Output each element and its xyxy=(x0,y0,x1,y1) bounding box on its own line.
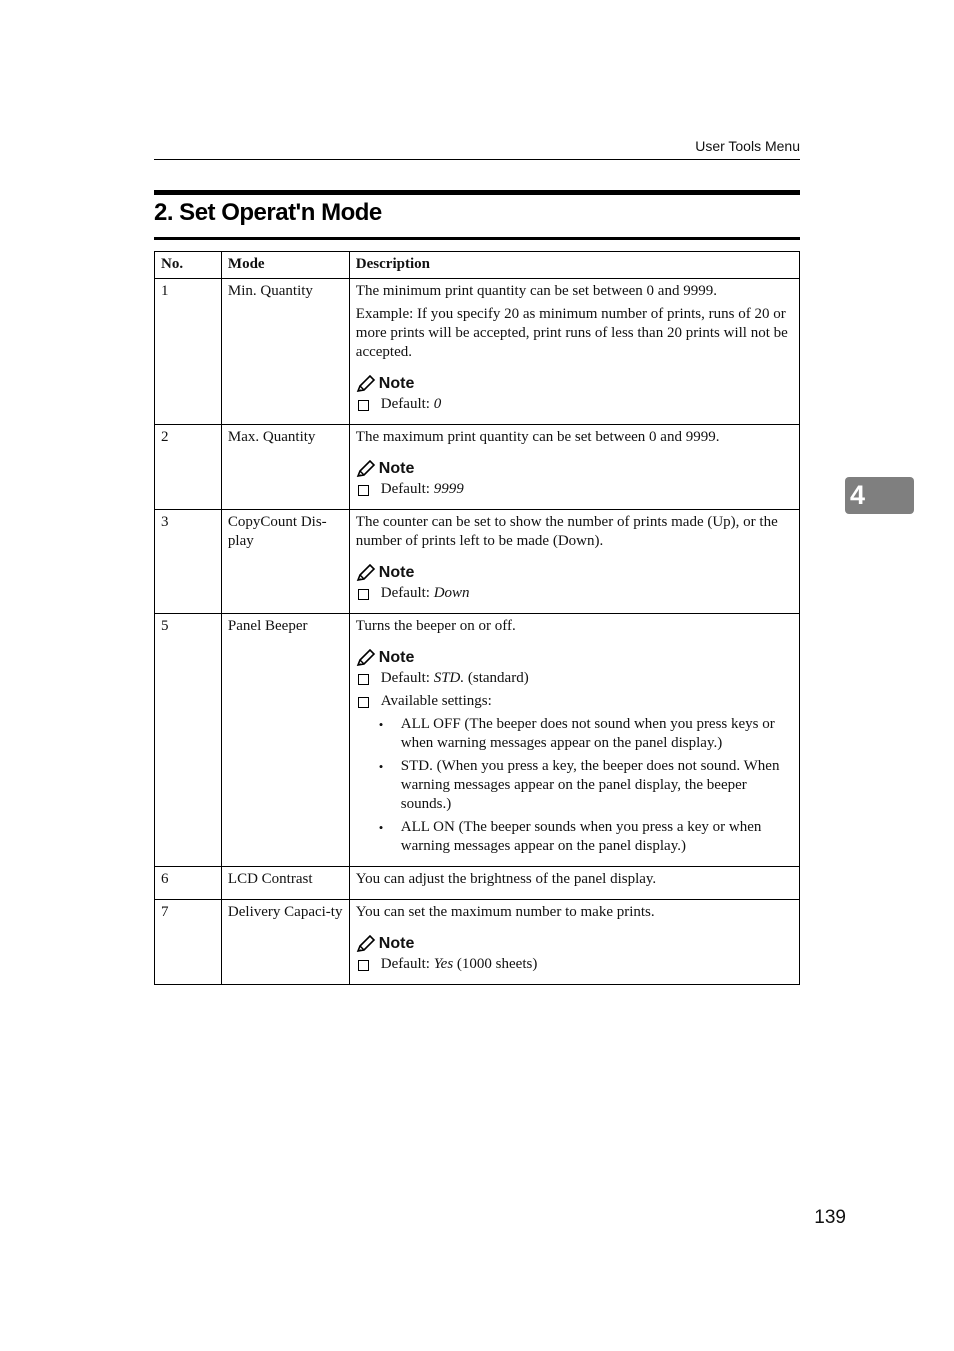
description-text: The minimum print quantity can be set between 0 and 9999. xyxy=(355,283,717,299)
default-label: Default: xyxy=(380,396,430,412)
pencil-note-icon xyxy=(356,375,376,393)
column-header-no: No. xyxy=(155,252,222,279)
row-number: 7 xyxy=(155,900,222,985)
row-description xyxy=(349,614,799,867)
description-text: Example: If you specify 20 as minimum number of prints, runs of 20 or more prints will be accepted, print runs of less than 20 prints will not be accepted. xyxy=(355,306,788,360)
title-top-rule xyxy=(154,190,800,195)
bullet-icon: • xyxy=(378,717,384,732)
table-row xyxy=(155,279,800,425)
row-mode: Panel Beeper xyxy=(221,614,349,867)
note-heading xyxy=(356,648,793,667)
checkbox-square-icon xyxy=(358,697,369,708)
default-suffix: (standard) xyxy=(467,670,529,686)
note-item xyxy=(356,584,793,603)
row-description xyxy=(349,867,799,900)
note-label: Note xyxy=(378,460,415,477)
description-text: The counter can be set to show the number of prints made (Up), or the number of prints left to be made (Down). xyxy=(355,514,778,549)
table-header-row xyxy=(155,252,800,279)
row-description xyxy=(349,510,799,614)
note-item xyxy=(356,669,793,688)
note-heading xyxy=(356,374,793,393)
bullet-item xyxy=(379,715,793,753)
default-suffix: (1000 sheets) xyxy=(456,956,538,972)
bullet-text: ALL OFF (The beeper does not sound when you press keys or when warning messages appear on the panel display.) xyxy=(400,716,775,751)
table-row xyxy=(155,900,800,985)
description-text: You can adjust the brightness of the panel display. xyxy=(355,871,657,887)
default-value: Yes xyxy=(433,956,454,972)
checkbox-square-icon xyxy=(358,674,369,685)
row-number: 3 xyxy=(155,510,222,614)
bullet-item xyxy=(379,818,793,856)
note-item xyxy=(356,480,793,499)
note-label: Note xyxy=(378,564,415,581)
pencil-note-icon xyxy=(356,649,376,667)
note-item xyxy=(356,692,793,711)
chapter-tab: 4 xyxy=(845,477,914,514)
note-label: Note xyxy=(378,649,415,666)
table-row xyxy=(155,867,800,900)
default-label: Default: xyxy=(380,956,430,972)
available-settings-label: Available settings: xyxy=(380,693,492,709)
row-number: 2 xyxy=(155,425,222,510)
modes-table xyxy=(154,251,800,985)
row-mode: Max. Quantity xyxy=(221,425,349,510)
checkbox-square-icon xyxy=(358,400,369,411)
row-number: 5 xyxy=(155,614,222,867)
row-description xyxy=(349,425,799,510)
pencil-note-icon xyxy=(356,564,376,582)
note-item xyxy=(356,395,793,414)
row-mode: Delivery Capaci-ty xyxy=(221,900,349,985)
default-value: STD. xyxy=(433,670,465,686)
table-row xyxy=(155,510,800,614)
column-header-mode: Mode xyxy=(221,252,349,279)
header-rule xyxy=(154,159,800,160)
bullet-icon: • xyxy=(378,820,384,835)
note-heading xyxy=(356,459,793,478)
description-text: You can set the maximum number to make prints. xyxy=(355,904,655,920)
default-label: Default: xyxy=(380,670,430,686)
running-header: User Tools Menu xyxy=(695,138,800,154)
checkbox-square-icon xyxy=(358,589,369,600)
default-value: Down xyxy=(433,585,470,601)
description-text: The maximum print quantity can be set between 0 and 9999. xyxy=(355,429,720,445)
row-number: 1 xyxy=(155,279,222,425)
default-label: Default: xyxy=(380,585,430,601)
default-value: 9999 xyxy=(433,481,464,497)
description-text: Turns the beeper on or off. xyxy=(355,618,516,634)
note-heading xyxy=(356,934,793,953)
bullet-icon: • xyxy=(378,759,384,774)
column-header-description: Description xyxy=(349,252,799,279)
note-label: Note xyxy=(378,935,415,952)
page-number: 139 xyxy=(814,1207,846,1228)
note-item xyxy=(356,955,793,974)
row-description xyxy=(349,900,799,985)
checkbox-square-icon xyxy=(358,485,369,496)
row-mode: Min. Quantity xyxy=(221,279,349,425)
row-mode: CopyCount Dis-play xyxy=(221,510,349,614)
checkbox-square-icon xyxy=(358,960,369,971)
note-label: Note xyxy=(378,375,415,392)
table-row xyxy=(155,614,800,867)
note-heading xyxy=(356,563,793,582)
table-row xyxy=(155,425,800,510)
row-description xyxy=(349,279,799,425)
pencil-note-icon xyxy=(356,460,376,478)
section-title: 2. Set Operat'n Mode xyxy=(154,199,382,226)
bullet-item xyxy=(379,757,793,814)
row-number: 6 xyxy=(155,867,222,900)
pencil-note-icon xyxy=(356,935,376,953)
row-mode: LCD Contrast xyxy=(221,867,349,900)
bullet-text: ALL ON (The beeper sounds when you press a key or when warning messages appear on the panel display.) xyxy=(400,819,762,854)
bullet-text: STD. (When you press a key, the beeper does not sound. When warning messages appear on the panel display, the beeper sounds.) xyxy=(400,758,780,812)
default-value: 0 xyxy=(433,396,442,412)
default-label: Default: xyxy=(380,481,430,497)
title-bottom-rule xyxy=(154,237,800,240)
